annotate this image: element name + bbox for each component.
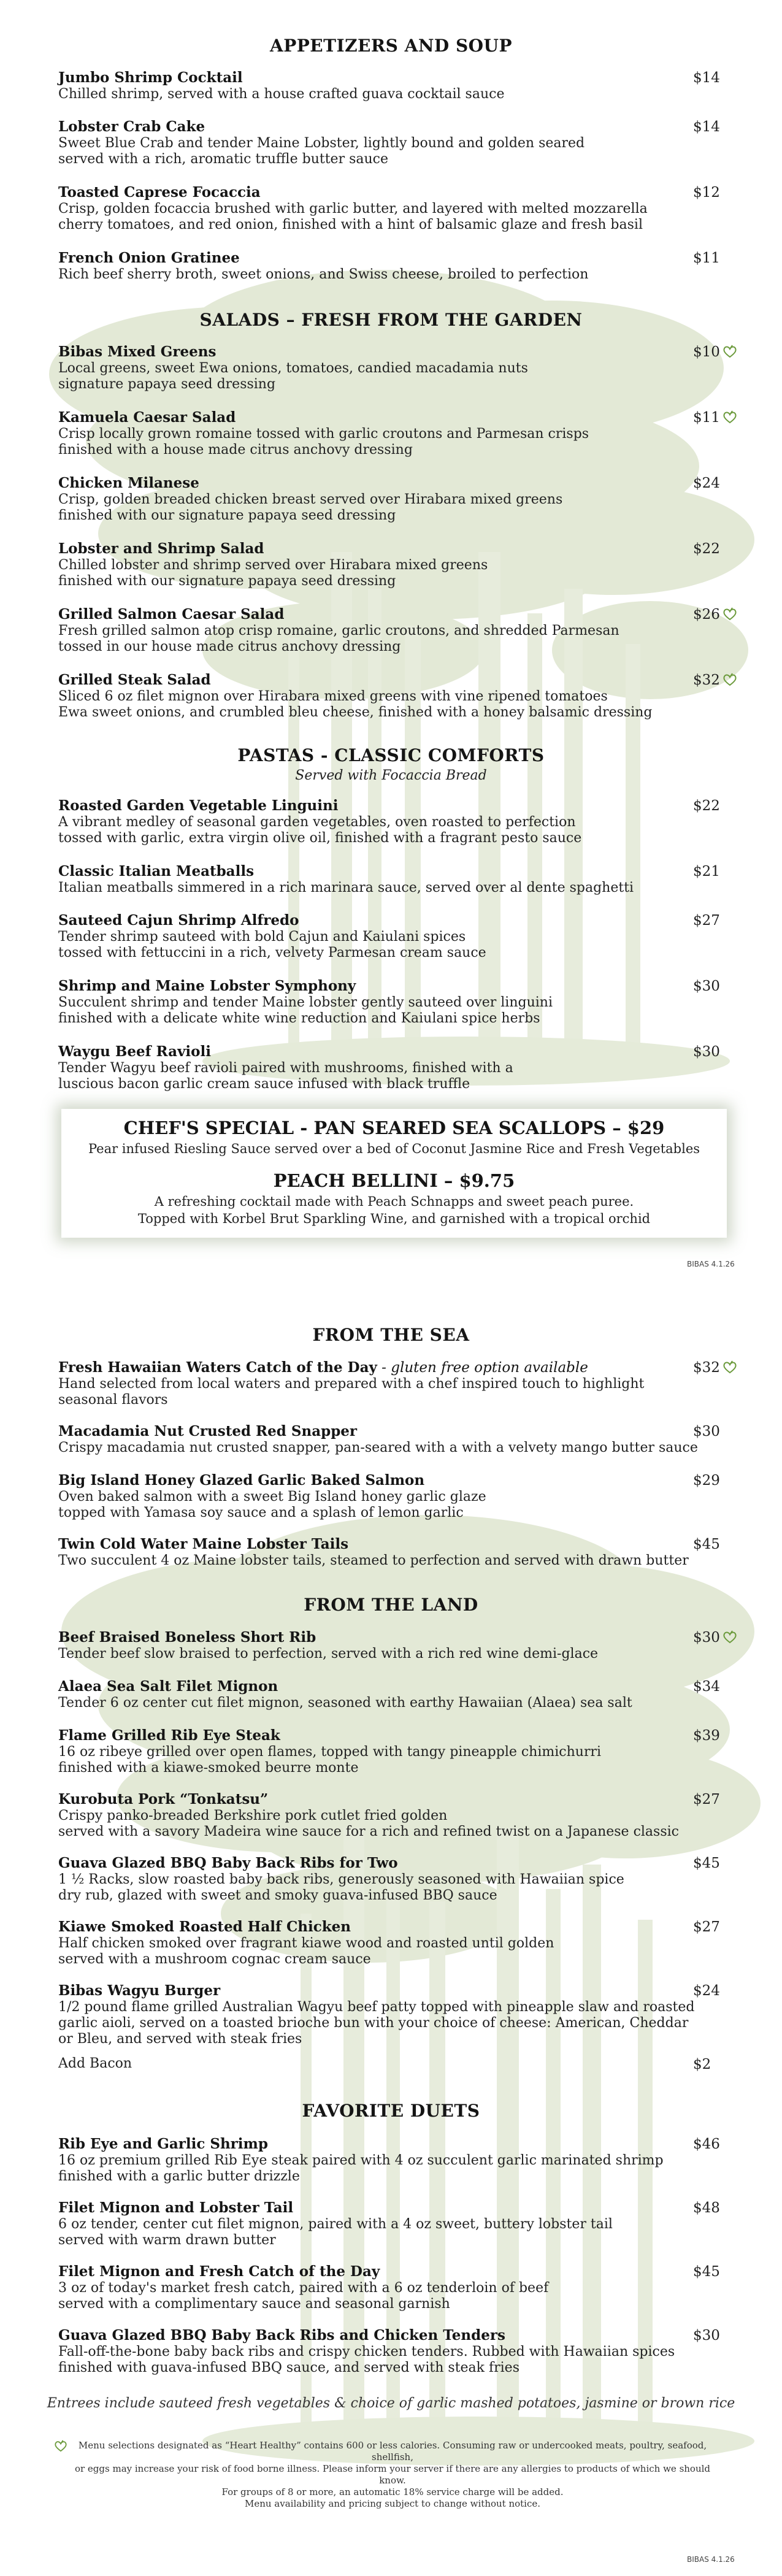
menu-item: Kurobuta Pork “Tonkatsu” Crispy panko-breaded Berkshire pork cutlet fried golden served with a savory Madeira wine sauce for a rich and refined twist on a Japanese classic [58,1791,679,1839]
item-price: $27 [693,913,720,929]
section-title-duets: FAVORITE DUETS [302,2101,480,2121]
heart-healthy-icon [723,1360,737,1374]
item-price: $22 [693,541,720,557]
menu-item: Lobster Crab Cake Sweet Blue Crab and tender Maine Lobster, lightly bound and golden seared served with a rich, aromatic truffle butter sauce [58,118,585,167]
item-price: $11 [693,410,720,426]
menu-item: Alaea Sea Salt Filet Mignon Tender 6 oz center cut filet mignon, seasoned with earthy Hawaiian (Alaea) sea salt [58,1678,632,1711]
menu-item: Sauteed Cajun Shrimp Alfredo Tender shrimp sauteed with bold Cajun and Kaiulani spices tossed with fettuccini in a rich, velvety Parmesan cream sauce [58,912,486,960]
chefs-special-box [61,1109,727,1238]
heart-healthy-icon [723,410,737,424]
item-price: $45 [693,2264,720,2280]
menu-item: Bibas Wagyu Burger 1/2 pound flame grilled Australian Wagyu beef patty topped with pineapple slaw and roasted garlic aioli, served on a toasted brioche bun with your choice of cheese: American, Cheddar or Bleu, and served with steak fries [58,1982,695,2047]
item-price: $30 [693,1044,720,1060]
menu-item: Grilled Salmon Caesar Salad Fresh grilled salmon atop crisp romaine, garlic croutons, and shredded Parmesan tossed in our house made citrus anchovy dressing [58,606,619,654]
item-price: $39 [693,1728,720,1744]
menu-item: Lobster and Shrimp Salad Chilled lobster and shrimp served over Hirabara mixed greens finished with our signature papaya seed dressing [58,540,488,589]
menu-item: French Onion Gratinee Rich beef sherry broth, sweet onions, and Swiss cheese, broiled to perfection [58,250,589,282]
item-price: $27 [693,1792,720,1807]
section-title-pastas: PASTAS - CLASSIC COMFORTS [237,745,545,765]
addon-price: $2 [693,2057,711,2072]
menu-item: Classic Italian Meatballs Italian meatballs simmered in a rich marinara sauce, served over al dente spaghetti [58,863,634,895]
item-price: $29 [693,1473,720,1489]
item-price: $14 [693,119,720,135]
menu-item: Guava Glazed BBQ Baby Back Ribs and Chicken Tenders Fall-off-the-bone baby back ribs and crispy chicken tenders. Rubbed with Hawaiian spices finished with guava-infused BBQ sauce, and served with steak fries [58,2327,675,2375]
chefs-special-title: CHEF'S SPECIAL - PAN SEARED SEA SCALLOPS – $29 [123,1117,665,1138]
menu-item: Flame Grilled Rib Eye Steak 16 oz ribeye grilled over open flames, topped with tangy pineapple chimichurri finished with a kiawe-smoked beurre monte [58,1727,602,1776]
menu-ref-code: BIBAS 4.1.26 [687,1260,735,1268]
item-price: $24 [693,1983,720,1999]
menu-item: Grilled Steak Salad Sliced 6 oz filet mignon over Hirabara mixed greens with vine ripened tomatoes Ewa sweet onions, and crumbled bleu cheese, finished with a honey balsamic dressing [58,672,653,720]
item-price: $30 [693,2328,720,2344]
entrees-note: Entrees include sauteed fresh vegetables & choice of garlic mashed potatoes, jasmine or brown rice [47,2396,735,2411]
menu-item: Kiawe Smoked Roasted Half Chicken Half chicken smoked over fragrant kiawe wood and roasted until golden served with a mushroom cognac cream sauce [58,1919,554,1967]
menu-item: Filet Mignon and Fresh Catch of the Day 3 oz of today's market fresh catch, paired with a 6 oz tenderloin of beef served with a complimentary sauce and seasonal garnish [58,2263,549,2312]
menu-item: Bibas Mixed Greens Local greens, sweet Ewa onions, tomatoes, candied macadamia nuts signature papaya seed dressing [58,343,528,392]
item-price: $34 [693,1679,720,1695]
section-title-sea: FROM THE SEA [312,1325,470,1345]
menu-item: Twin Cold Water Maine Lobster Tails Two succulent 4 oz Maine lobster tails, steamed to perfection and served with drawn butter [58,1536,689,1568]
heart-healthy-icon [54,2440,67,2452]
menu-ref-code: BIBAS 4.1.26 [687,2555,735,2564]
section-subtitle-pastas: Served with Focaccia Bread [295,768,487,783]
item-price: $27 [693,1919,720,1935]
menu-item: Fresh Hawaiian Waters Catch of the Day - gluten free option available Hand selected from local waters and prepared with a chef inspired touch to highlight seasonal flavors [58,1359,645,1408]
item-price: $21 [693,864,720,880]
menu-item: Filet Mignon and Lobster Tail 6 oz tender, center cut filet mignon, paired with a 4 oz sweet, buttery lobster tail served with warm drawn butter [58,2199,613,2248]
menu-item: Toasted Caprese Focaccia Crisp, golden focaccia brushed with garlic butter, and layered with melted mozzarella cherry tomatoes, and red onion, finished with a hint of balsamic glaze and fresh basil [58,184,648,232]
section-title-salads: SALADS – FRESH FROM THE GARDEN [199,310,583,330]
heart-healthy-icon [723,607,737,621]
menu-item: Roasted Garden Vegetable Linguini A vibrant medley of seasonal garden vegetables, oven roasted to perfection tossed with garlic, extra virgin olive oil, finished with a fragrant pesto sauce [58,797,582,846]
item-price: $12 [693,185,720,201]
bellini-title: PEACH BELLINI – $9.75 [273,1170,515,1191]
menu-item: Macadamia Nut Crusted Red Snapper Crispy macadamia nut crusted snapper, pan-seared with a with a velvety mango butter sauce [58,1423,698,1455]
item-price: $30 [693,1424,720,1439]
item-price: $30 [693,978,720,994]
item-price: $30 [693,1630,720,1646]
menu-item: Jumbo Shrimp Cocktail Chilled shrimp, served with a house crafted guava cocktail sauce [58,69,505,102]
section-title-appetizers: APPETIZERS AND SOUP [269,36,513,56]
item-price: $45 [693,1536,720,1552]
heart-healthy-icon [723,345,737,358]
item-price: $45 [693,1855,720,1871]
menu-item: Kamuela Caesar Salad Crisp locally grown romaine tossed with garlic croutons and Parmesan crisps finished with a house made citrus anchovy dressing [58,409,589,458]
bellini-desc: A refreshing cocktail made with Peach Schnapps and sweet peach puree. [154,1194,634,1209]
menu-page-2 [0,1288,782,2576]
menu-item: Chicken Milanese Crisp, golden breaded chicken breast served over Hirabara mixed greens finished with our signature papaya seed dressing [58,475,563,523]
item-price: $32 [693,1360,720,1376]
bellini-desc: Topped with Korbel Brut Sparkling Wine, and garnished with a tropical orchid [137,1211,651,1226]
item-price: $48 [693,2200,720,2216]
menu-item: Waygu Beef Ravioli Tender Wagyu beef ravioli paired with mushrooms, finished with a luscious bacon garlic cream sauce infused with black truffle [58,1043,513,1092]
item-price: $10 [693,344,720,360]
item-price: $26 [693,607,720,623]
item-price: $32 [693,672,720,688]
heart-healthy-icon [723,1630,737,1644]
disclaimer-text: Menu selections designated as “Heart Healthy” contains 600 or less calories. Consuming raw or undercooked meats, poultry, seafood, shellfish, or eggs may increase your risk of food borne illness. Please inform your server if there are any allergies to products of which we should know. For groups of 8 or more, an automatic 18% service charge will be added. Menu availability and pricing subject to change without notice. [74,2440,711,2509]
section-title-land: FROM THE LAND [304,1595,478,1615]
menu-item: Beef Braised Boneless Short Rib Tender beef slow braised to perfection, served with a rich red wine demi-glace [58,1629,599,1662]
item-price: $11 [693,250,720,266]
item-price: $14 [693,70,720,86]
heart-healthy-icon [723,673,737,686]
menu-item: Guava Glazed BBQ Baby Back Ribs for Two 1 ½ Racks, slow roasted baby back ribs, generously seasoned with Hawaiian spice dry rub, glazed with sweet and smoky guava-infused BBQ sauce [58,1855,624,1903]
item-price: $46 [693,2136,720,2152]
menu-item: Big Island Honey Glazed Garlic Baked Salmon Oven baked salmon with a sweet Big Island honey garlic glaze topped with Yamasa soy sauce and a splash of lemon garlic [58,1472,486,1520]
item-price: $22 [693,798,720,814]
addon-item: Add Bacon [58,2056,132,2071]
menu-item: Shrimp and Maine Lobster Symphony Succulent shrimp and tender Maine lobster gently sauteed over linguini finished with a delicate white wine reduction and Kaiulani spice herbs [58,978,553,1026]
chefs-special-desc: Pear infused Riesling Sauce served over a bed of Coconut Jasmine Rice and Fresh Vegetables [88,1141,700,1156]
item-price: $24 [693,475,720,491]
menu-item: Rib Eye and Garlic Shrimp 16 oz premium grilled Rib Eye steak paired with 4 oz succulent garlic marinated shrimp finished with a garlic butter drizzle [58,2136,664,2184]
